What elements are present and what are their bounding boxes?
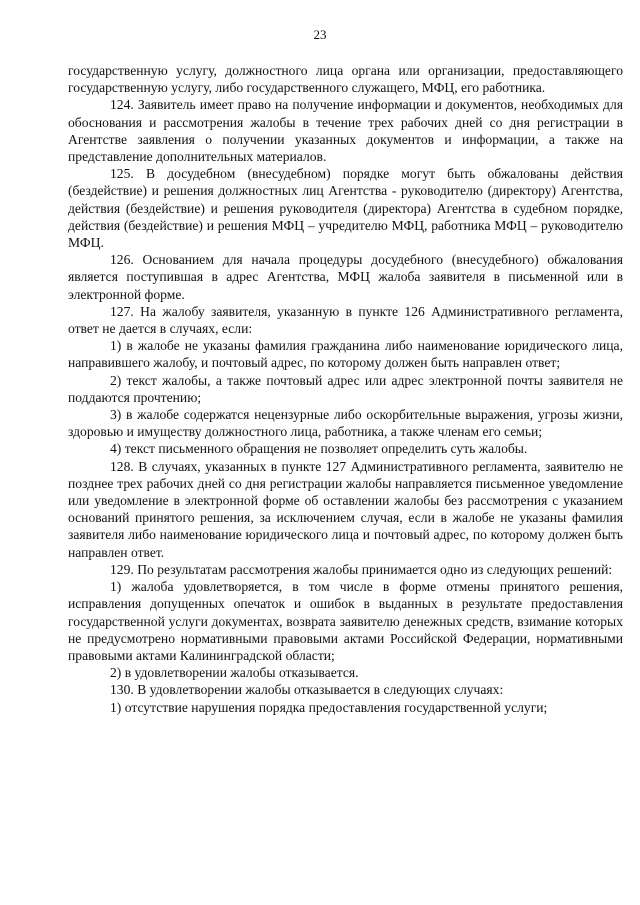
paragraph-continuation: государственную услугу, должностного лица органа или организации, предоставляющего государственную услугу, либо государственного служащего, МФЦ, его работника. xyxy=(68,63,623,96)
list-item-130-1: 1) отсутствие нарушения порядка предоставления государственной услуги; xyxy=(110,699,548,715)
list-item-127-4: 4) текст письменного обращения не позволяет определить суть жалобы. xyxy=(110,441,528,457)
paragraph-128: 128. В случаях, указанных в пункте 127 Административного регламента, заявителю не позднее трех рабочих дней со дня регистрации жалобы направляется письменное уведомление или уведомление в электронной форме об оставлении жалобы без рассмотрения с указанием оснований принятого решения, за исключением случая, если в жалобе не указаны фамилия заявителя либо наименование юридического лица и почтовый адрес, по которому должен быть направлен ответ. xyxy=(68,458,623,560)
document-body xyxy=(68,62,623,716)
paragraph-126: 126. Основанием для начала процедуры досудебного (внесудебного) обжалования является поступившая в адрес Агентства, МФЦ жалоба заявителя в письменной или в электронной форме. xyxy=(68,252,623,302)
paragraph-127: 127. На жалобу заявителя, указанную в пункте 126 Административного регламента, ответ не дается в случаях, если: xyxy=(68,303,623,337)
list-item-129-1: 1) жалоба удовлетворяется, в том числе в форме отмены принятого решения, исправления допущенных опечаток и ошибок в выданных в результате предоставления государственной услуги документах, возврата заявителю денежных средств, взимание которых не предусмотрено нормативными правовыми актами Российской Федерации, нормативными правовыми актами Калининградской области; xyxy=(68,579,623,663)
paragraph-130: 130. В удовлетворении жалобы отказывается в следующих случаях: xyxy=(110,682,504,698)
paragraph-129: 129. По результатам рассмотрения жалобы принимается одно из следующих решений: xyxy=(110,561,613,577)
list-item-127-3: 3) в жалобе содержатся нецензурные либо оскорбительные выражения, угрозы жизни, здоровью и имуществу должностного лица, работника, а также членам его семьи; xyxy=(68,407,623,440)
list-item-129-2: 2) в удовлетворении жалобы отказывается. xyxy=(110,665,359,681)
list-item-127-1: 1) в жалобе не указаны фамилия гражданина либо наименование юридического лица, направившего жалобу, и почтовый адрес, по которому должен быть направлен ответ; xyxy=(68,338,623,371)
page-number: 23 xyxy=(313,27,327,42)
list-item-127-2: 2) текст жалобы, а также почтовый адрес или адрес электронной почты заявителя не поддаются прочтению; xyxy=(68,372,623,405)
paragraph-124: 124. Заявитель имеет право на получение информации и документов, необходимых для обоснования и рассмотрения жалобы в течение трех рабочих дней со дня регистрации в Агентстве заявления о получении указанных документов и информации, а также на представление дополнительных материалов. xyxy=(68,97,623,165)
paragraph-125: 125. В досудебном (внесудебном) порядке могут быть обжалованы действия (бездействие) и решения должностных лиц Агентства - руководителю (директору) Агентства, действия (бездействие) и решения руководителя (директора) Агентства в судебном порядке, действия (бездействие) и решения МФЦ – учредителю МФЦ, работника МФЦ – руководителю МФЦ. xyxy=(68,166,623,251)
